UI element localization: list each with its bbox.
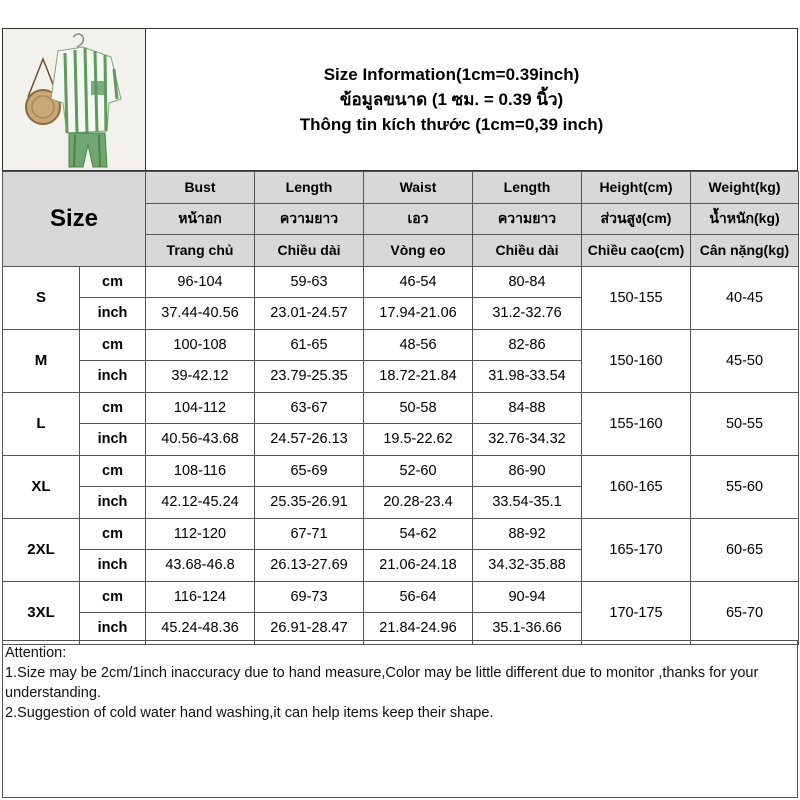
- size-label: 3XL: [3, 581, 80, 644]
- cm-value: 50-58: [364, 392, 473, 424]
- inch-value: 26.91-28.47: [255, 613, 364, 645]
- cm-value: 56-64: [364, 581, 473, 613]
- cm-value: 108-116: [146, 455, 255, 487]
- inch-value: 31.98-33.54: [473, 361, 582, 393]
- unit-cm-label: cm: [80, 329, 146, 361]
- col-bust-vi: Trang chủ: [146, 235, 255, 267]
- inch-value: 23.01-24.57: [255, 298, 364, 330]
- inch-value: 31.2-32.76: [473, 298, 582, 330]
- inch-value: 32.76-34.32: [473, 424, 582, 456]
- col-length-en: Length: [255, 172, 364, 204]
- cm-value: 59-63: [255, 266, 364, 298]
- col-waist-th: เอว: [364, 203, 473, 235]
- inch-value: 34.32-35.88: [473, 550, 582, 582]
- col-weight-th: น้ำหนัก(kg): [691, 203, 799, 235]
- inch-value: 40.56-43.68: [146, 424, 255, 456]
- table-row: [3, 329, 799, 361]
- unit-inch-label: inch: [80, 613, 146, 645]
- inch-value: 37.44-40.56: [146, 298, 255, 330]
- col-weight-en: Weight(kg): [691, 172, 799, 204]
- size-column-header: Size: [3, 172, 146, 267]
- col-waist-en: Waist: [364, 172, 473, 204]
- title-english: Size Information(1cm=0.39inch): [323, 65, 580, 84]
- cm-value: 104-112: [146, 392, 255, 424]
- inch-value: 39-42.12: [146, 361, 255, 393]
- col-weight-vi: Cân nặng(kg): [691, 235, 799, 267]
- table-row: [3, 518, 799, 550]
- cm-value: 112-120: [146, 518, 255, 550]
- unit-inch-label: inch: [80, 361, 146, 393]
- size-chart-header: [2, 28, 798, 171]
- cm-value: 52-60: [364, 455, 473, 487]
- height-value: 170-175: [582, 581, 691, 644]
- unit-cm-label: cm: [80, 455, 146, 487]
- size-label: XL: [3, 455, 80, 518]
- col-bust-th: หน้าอก: [146, 203, 255, 235]
- cm-value: 86-90: [473, 455, 582, 487]
- unit-inch-label: inch: [80, 550, 146, 582]
- cm-value: 84-88: [473, 392, 582, 424]
- product-illustration: [3, 29, 145, 170]
- unit-cm-label: cm: [80, 581, 146, 613]
- cm-value: 63-67: [255, 392, 364, 424]
- height-value: 160-165: [582, 455, 691, 518]
- size-label: L: [3, 392, 80, 455]
- table-row: [3, 581, 799, 613]
- size-label: S: [3, 266, 80, 329]
- table-row: [3, 392, 799, 424]
- col-height-th: ส่วนสูง(cm): [582, 203, 691, 235]
- cm-value: 82-86: [473, 329, 582, 361]
- table-row: [3, 266, 799, 298]
- col-length-vi: Chiều dài: [255, 235, 364, 267]
- inch-value: 23.79-25.35: [255, 361, 364, 393]
- title-vietnamese: Thông tin kích thước (1cm=0,39 inch): [299, 115, 604, 134]
- cm-value: 54-62: [364, 518, 473, 550]
- size-table: [2, 171, 799, 645]
- height-value: 165-170: [582, 518, 691, 581]
- inch-value: 45.24-48.36: [146, 613, 255, 645]
- col-length2-th: ความยาว: [473, 203, 582, 235]
- inch-value: 42.12-45.24: [146, 487, 255, 519]
- weight-value: 40-45: [691, 266, 799, 329]
- table-row: [3, 455, 799, 487]
- cm-value: 67-71: [255, 518, 364, 550]
- attention-line-1-continued: understanding.: [5, 685, 101, 701]
- unit-cm-label: cm: [80, 518, 146, 550]
- product-photo: [3, 29, 146, 170]
- inch-value: 21.06-24.18: [364, 550, 473, 582]
- attention-line-2: 2.Suggestion of cold water hand washing,it can help items keep their shape.: [5, 705, 494, 721]
- height-value: 150-160: [582, 329, 691, 392]
- cm-value: 80-84: [473, 266, 582, 298]
- size-label: M: [3, 329, 80, 392]
- inch-value: 18.72-21.84: [364, 361, 473, 393]
- cm-value: 48-56: [364, 329, 473, 361]
- cm-value: 69-73: [255, 581, 364, 613]
- inch-value: 24.57-26.13: [255, 424, 364, 456]
- cm-value: 46-54: [364, 266, 473, 298]
- inch-value: 20.28-23.4: [364, 487, 473, 519]
- cm-value: 61-65: [255, 329, 364, 361]
- weight-value: 55-60: [691, 455, 799, 518]
- inch-value: 17.94-21.06: [364, 298, 473, 330]
- inch-value: 35.1-36.66: [473, 613, 582, 645]
- col-height-en: Height(cm): [582, 172, 691, 204]
- inch-value: 25.35-26.91: [255, 487, 364, 519]
- weight-value: 60-65: [691, 518, 799, 581]
- cm-value: 90-94: [473, 581, 582, 613]
- attention-note: [2, 640, 798, 798]
- inch-value: 43.68-46.8: [146, 550, 255, 582]
- unit-inch-label: inch: [80, 487, 146, 519]
- unit-cm-label: cm: [80, 392, 146, 424]
- size-label: 2XL: [3, 518, 80, 581]
- col-length-th: ความยาว: [255, 203, 364, 235]
- unit-inch-label: inch: [80, 424, 146, 456]
- inch-value: 33.54-35.1: [473, 487, 582, 519]
- cm-value: 88-92: [473, 518, 582, 550]
- unit-inch-label: inch: [80, 298, 146, 330]
- inch-value: 19.5-22.62: [364, 424, 473, 456]
- inch-value: 21.84-24.96: [364, 613, 473, 645]
- title-thai: ข้อมูลขนาด (1 ซม. = 0.39 นิ้ว): [339, 90, 564, 109]
- unit-cm-label: cm: [80, 266, 146, 298]
- attention-heading: Attention:: [5, 645, 67, 661]
- weight-value: 45-50: [691, 329, 799, 392]
- attention-line-1: 1.Size may be 2cm/1inch inaccuracy due to hand measure,Color may be little different due to monitor ,thanks for your: [5, 665, 759, 681]
- cm-value: 96-104: [146, 266, 255, 298]
- col-length2-en: Length: [473, 172, 582, 204]
- weight-value: 50-55: [691, 392, 799, 455]
- height-value: 150-155: [582, 266, 691, 329]
- cm-value: 100-108: [146, 329, 255, 361]
- header-row-english: [3, 172, 799, 204]
- col-bust-en: Bust: [146, 172, 255, 204]
- col-height-vi: Chiều cao(cm): [582, 235, 691, 267]
- weight-value: 65-70: [691, 581, 799, 644]
- height-value: 155-160: [582, 392, 691, 455]
- col-waist-vi: Vòng eo: [364, 235, 473, 267]
- cm-value: 65-69: [255, 455, 364, 487]
- col-length2-vi: Chiều dài: [473, 235, 582, 267]
- cm-value: 116-124: [146, 581, 255, 613]
- inch-value: 26.13-27.69: [255, 550, 364, 582]
- size-info-title: [146, 29, 797, 170]
